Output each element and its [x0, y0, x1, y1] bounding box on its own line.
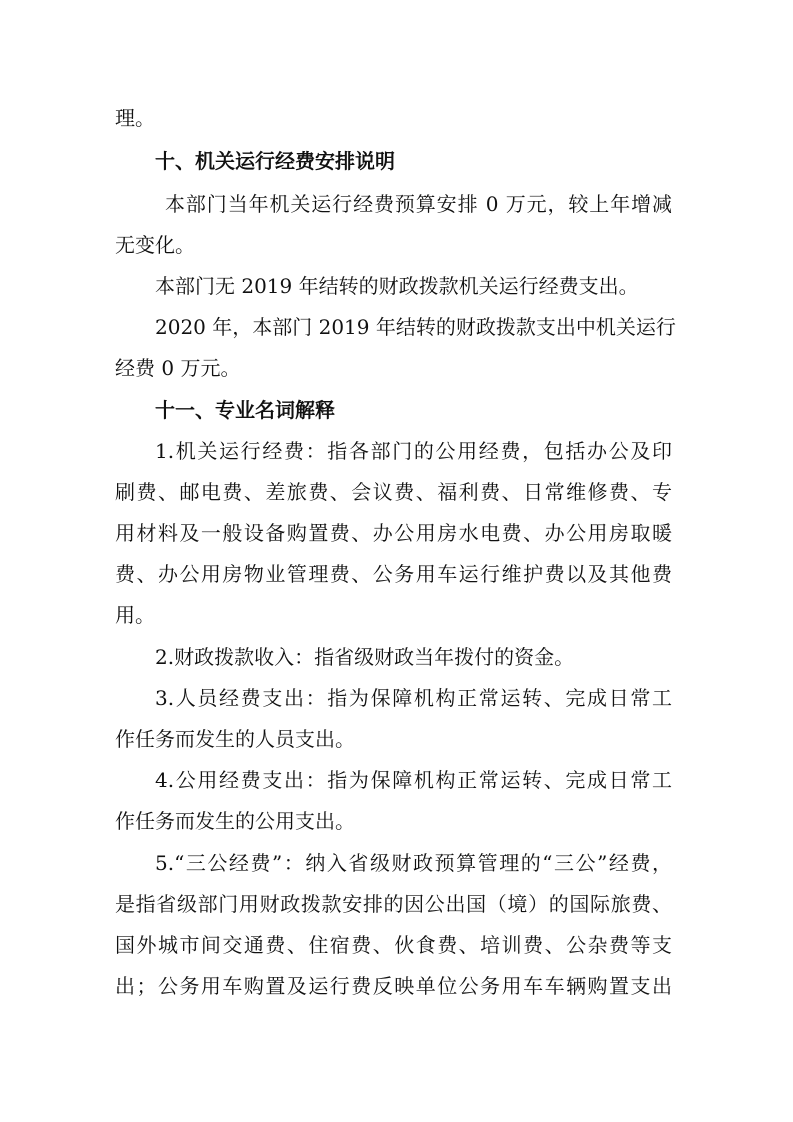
paragraph-line: 出；公务用车购置及运行费反映单位公务用车车辆购置支出 — [115, 974, 672, 998]
paragraph-line: 无变化。 — [115, 233, 195, 257]
paragraph-line: 2020 年，本部门 2019 年结转的财政拨款支出中机关运行 — [155, 315, 676, 339]
paragraph-line: 用材料及一般设备购置费、办公用房水电费、办公用房取暖 — [115, 521, 672, 545]
paragraph-line: 本部门无 2019 年结转的财政拨款机关运行经费支出。 — [155, 274, 639, 298]
paragraph-line: 费、办公用房物业管理费、公务用车运行维护费以及其他费 — [115, 562, 672, 586]
paragraph-line: 1.机关运行经费：指各部门的公用经费，包括办公及印 — [155, 439, 672, 463]
paragraph-line: 是指省级部门用财政拨款安排的因公出国（境）的国际旅费、 — [115, 892, 672, 916]
paragraph-line: 理。 — [115, 106, 155, 130]
paragraph-line: 经费 0 万元。 — [115, 356, 241, 380]
paragraph-line: 用。 — [115, 603, 155, 627]
paragraph-line: 5.“三公经费”：纳入省级财政预算管理的“三公”经费， — [155, 851, 672, 875]
paragraph-line: 3.人员经费支出：指为保障机构正常运转、完成日常工 — [155, 686, 672, 710]
paragraph-line: 本部门当年机关运行经费预算安排 0 万元，较上年增减 — [165, 192, 672, 216]
paragraph-line: 作任务而发生的人员支出。 — [115, 727, 355, 751]
paragraph-line: 刷费、邮电费、差旅费、会议费、福利费、日常维修费、专 — [115, 480, 672, 504]
paragraph-line: 4.公用经费支出：指为保障机构正常运转、完成日常工 — [155, 768, 672, 792]
paragraph-line: 国外城市间交通费、住宿费、伙食费、培训费、公杂费等支 — [115, 933, 672, 957]
section-heading-10: 十、机关运行经费安排说明 — [155, 149, 395, 173]
section-heading-11: 十一、专业名词解释 — [155, 398, 335, 422]
paragraph-line: 作任务而发生的公用支出。 — [115, 809, 355, 833]
paragraph-line: 2.财政拨款收入：指省级财政当年拨付的资金。 — [155, 645, 575, 669]
